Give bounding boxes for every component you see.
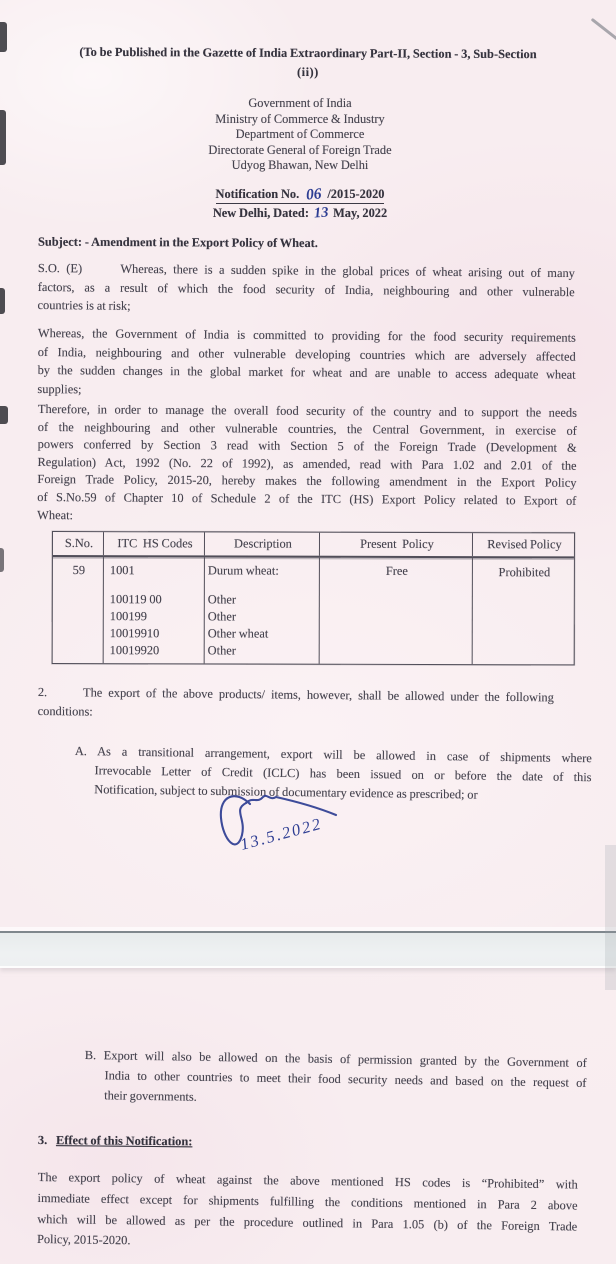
para-so-line: S.O. (E) Whereas, there is a sudden spike in the global prices of wheat arising out of many: [37, 260, 575, 281]
org-line-directorate: Directorate General of Foreign Trade: [208, 142, 392, 157]
para-whereas-line: supplies;: [37, 381, 82, 396]
para-so: [37, 259, 575, 320]
scan-mark-top-right: [591, 18, 616, 41]
org-line-govt: Government of India: [248, 96, 352, 110]
scan-smudge-left-4: [0, 406, 8, 424]
condition-a-line: Irrevocable Letter of Credit (ICLC) has been issued on or before the date of this: [94, 763, 592, 785]
gazette-line-1: (To be Published in the Gazette of India Extraordinary Part-II, Section - 3, Sub-Section: [79, 44, 537, 62]
export-policy-table: [52, 531, 575, 665]
para-effect-line: immediate effect except for shipments fulfilling the conditions mentioned in Para 2 above: [37, 1190, 578, 1213]
cell-description: [204, 557, 319, 663]
hs-code-description: Other: [207, 592, 237, 607]
para-therefore-line: Regulation) Act, 1992 (No. 22 of 1992), as amended, read with Para 1.02 and 2.01 of the: [37, 454, 577, 473]
condition-a-line: Notification, subject to submission of documentary evidence as prescribed; or: [94, 782, 478, 803]
hs-code: 10019920: [109, 643, 160, 658]
condition-a-label: A.: [74, 743, 88, 759]
gazette-line-2: (ii)): [297, 64, 319, 79]
condition-a-text: As a transitional arrangement, export will be allowed in case of shipments where: [97, 744, 592, 766]
para-therefore-line: Wheat:: [37, 507, 74, 522]
org-block: [0, 96, 600, 174]
hs-code: 100199: [109, 609, 147, 624]
notification-block: [0, 186, 600, 221]
table-body-row: [53, 557, 574, 664]
signature-block: [212, 788, 362, 868]
para-effect-line: which will be allowed as per the procedure outlined in Para 1.05 (b) of the Foreign Trade: [37, 1211, 578, 1234]
org-line-ministry: Ministry of Commerce & Industry: [215, 111, 385, 126]
condition-b: [84, 1045, 587, 1113]
hs-code-description: Other: [207, 643, 236, 658]
cell-revised-policy: Prohibited: [472, 558, 574, 664]
col-header-itc-hs-codes: ITC HS Codes: [103, 532, 204, 555]
hs-code: 10019910: [109, 626, 160, 641]
signature-svg: [212, 788, 362, 868]
condition-b-text: Export will also be allowed on the basis of permission granted by the Government of: [103, 1048, 587, 1070]
section-3-number: 3.: [37, 1132, 48, 1148]
scan-edge-shadow-right: [605, 845, 616, 990]
notification-number-line: [0, 186, 600, 204]
dated-day-handwritten: 13: [313, 204, 329, 222]
hs-code-description: Durum wheat:: [207, 563, 279, 578]
hs-code-description: Other: [207, 609, 237, 624]
signature-flourish-tail: [246, 796, 336, 815]
para-whereas-line: of India, neighbouring and other vulnerable developing countries which are adversely affected: [37, 344, 576, 364]
condition-b-line: India to other countries to meet their food security needs and based on the request of: [104, 1068, 587, 1090]
hs-code: 100119 00: [109, 592, 162, 607]
para-therefore: [37, 401, 577, 528]
col-header-revised-policy: Revised Policy: [472, 533, 574, 556]
para-effect-line: Policy, 2015-2020.: [36, 1232, 131, 1248]
col-header-description: Description: [204, 532, 319, 555]
para-effect-line: The export policy of wheat against the above mentioned HS codes is “Prohibited” with: [37, 1169, 578, 1192]
para-therefore-line: of S.No.59 of Chapter 10 of Schedule 2 of the ITC (HS) Export Policy related to Export of: [37, 489, 577, 508]
condition-b-label: B.: [84, 1047, 97, 1063]
para-so-line: countries is at risk;: [37, 297, 131, 313]
cell-present-policy: Free: [319, 558, 472, 664]
para-whereas-line: by the sudden changes in the global market for wheat and are unable to access adequate wheat: [37, 362, 576, 382]
condition-b-line: their governments.: [104, 1088, 197, 1104]
gazette-heading: [0, 42, 616, 82]
col-header-present-policy: Present Policy: [319, 533, 472, 556]
org-line-address: Udyog Bhawan, New Delhi: [231, 158, 369, 173]
para-therefore-line: Foreign Trade Policy, 2015-20, hereby makes the following amendment in the Export Policy: [37, 472, 577, 491]
para-whereas: [37, 324, 576, 403]
notification-date-line: [0, 205, 600, 221]
para-so-line: factors, as a result of which the food security of India, neighbouring and other vulnerable: [37, 279, 575, 299]
para-effect: [37, 1167, 578, 1258]
scan-smudge-left-5: [0, 548, 4, 572]
sno-value: 59: [72, 563, 86, 578]
hs-code-description: Other wheat: [207, 626, 269, 641]
page-stitch-band: [0, 931, 616, 968]
hs-code: 1001: [109, 563, 135, 578]
para-2-line: 2. The export of the above products/ items, however, shall be allowed under the following: [37, 684, 554, 705]
subject-line: Subject: - Amendment in the Export Policy of Wheat.: [37, 234, 318, 251]
para-therefore-line: Therefore, in order to manage the overall food security of the country and to support the needs: [37, 401, 577, 420]
para-therefore-line: of the neighbouring and other vulnerable countries, the Central Government, in exercise of: [37, 419, 577, 438]
scan-smudge-left-3: [0, 288, 5, 314]
notification-no-handwritten: 06: [305, 185, 323, 204]
table-header-row: [53, 532, 574, 558]
col-header-sno: S.No.: [64, 536, 94, 551]
para-2-line: conditions:: [37, 703, 93, 719]
cell-sno: [53, 557, 103, 663]
section-3-title: Effect of this Notification:: [55, 1133, 193, 1149]
section-3-heading: [38, 1131, 438, 1153]
notification-no-suffix: /2015-2020: [327, 187, 385, 201]
notification-no-label: Notification No.: [215, 187, 300, 201]
org-line-department: Department of Commerce: [235, 127, 365, 142]
cell-itc-hs-codes: [103, 557, 204, 663]
para-2-conditions: [38, 683, 554, 725]
dated-label: New Delhi, Dated:: [212, 206, 309, 220]
para-therefore-line: powers conferred by Section 3 read with Section 5 of the Foreign Trade (Development &: [37, 437, 577, 455]
dated-suffix: May, 2022: [333, 206, 388, 220]
para-whereas-line: Whereas, the Government of India is committed to providing for the food security requirements: [37, 325, 576, 345]
signature-date-text: 13.5.2022: [238, 813, 325, 854]
